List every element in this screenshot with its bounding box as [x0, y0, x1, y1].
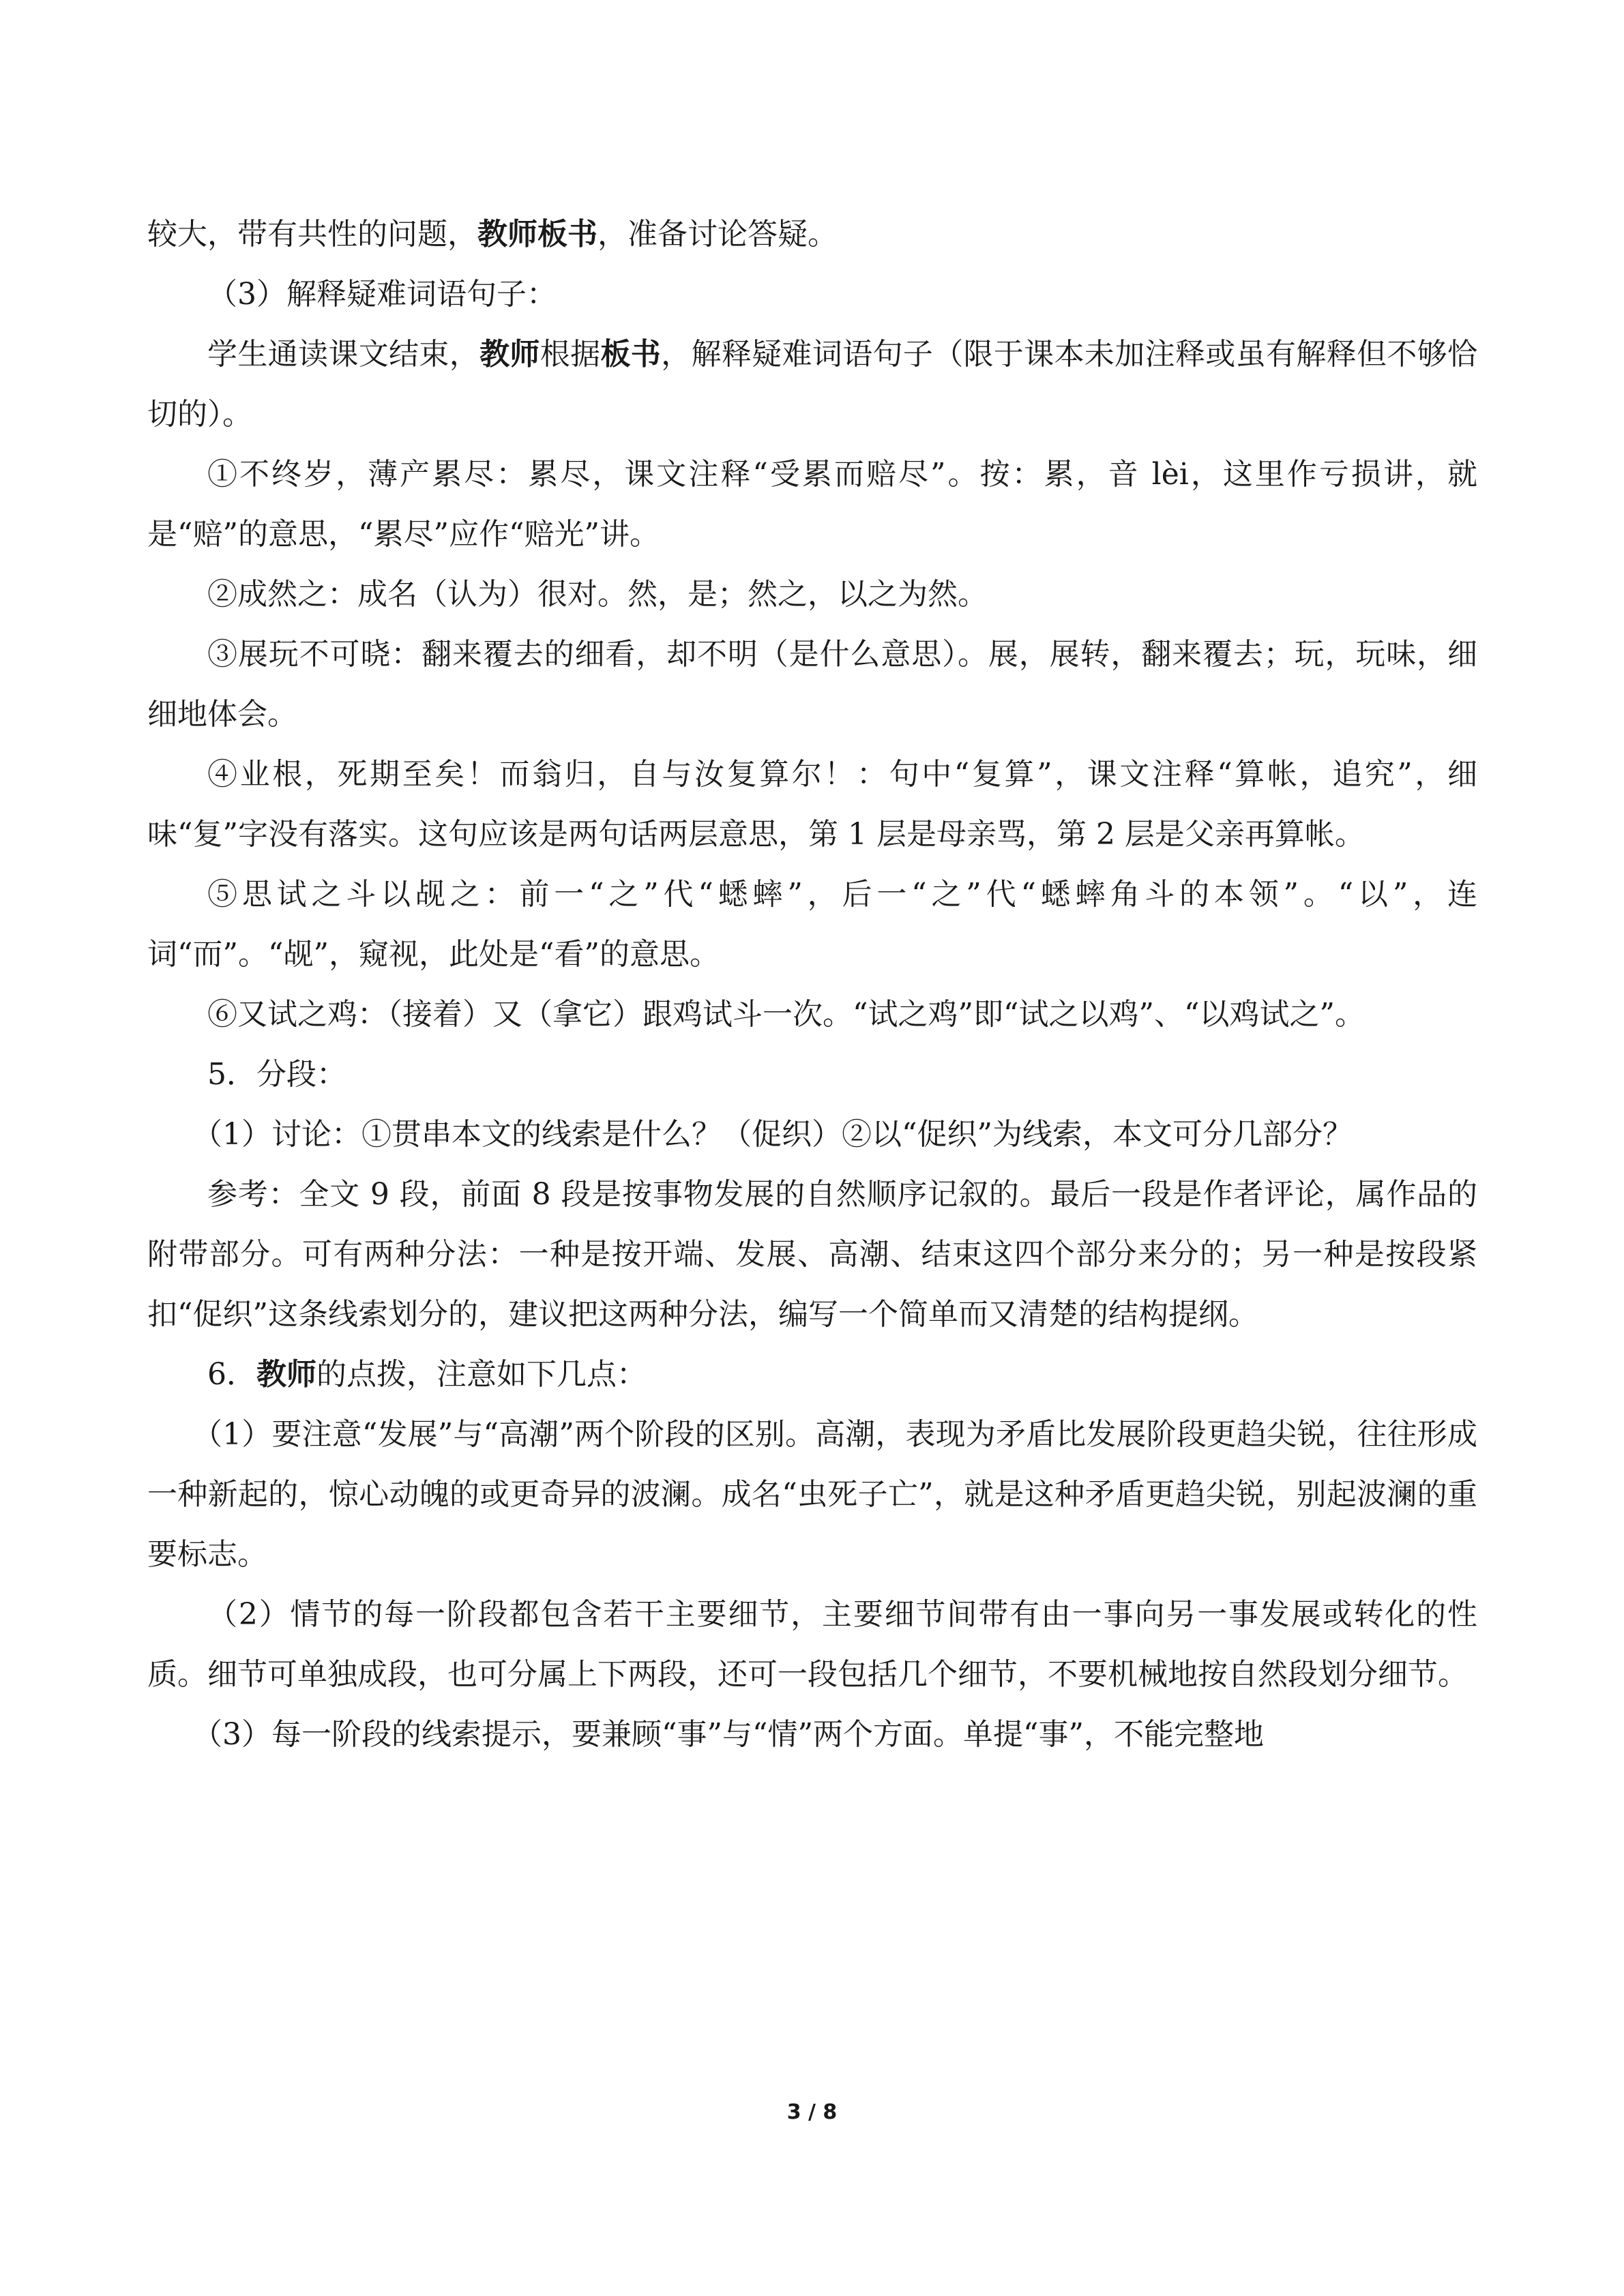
- text-run: 的点拨，注意如下几点：: [316, 1357, 647, 1392]
- text-run: 6．: [207, 1357, 256, 1392]
- text-run: 根据: [540, 337, 601, 372]
- text-run: 5．分段：: [207, 1057, 346, 1092]
- text-run: （1）讨论：①贯串本文的线索是什么？（促织）②以“促织”为线索，本文可分几部分？: [192, 1117, 1353, 1152]
- paragraph: [147, 1705, 1477, 1765]
- paragraph: [147, 445, 1477, 565]
- text-run: 较大，带有共性的问题，: [147, 217, 477, 252]
- body-text: [147, 205, 1477, 1765]
- text-run: ，准备讨论答疑。: [597, 217, 838, 252]
- bold-text: 教师板书: [477, 217, 597, 252]
- paragraph: [147, 625, 1477, 745]
- paragraph: [147, 1585, 1477, 1705]
- bold-text: 教师: [479, 337, 540, 372]
- paragraph: [147, 865, 1477, 985]
- paragraph: [147, 745, 1477, 865]
- text-run: ，解释疑难词语句子（限于课本未加注释或虽有解释但不够恰切的）。: [147, 337, 1478, 432]
- text-run: ④业根，死期至矣！而翁归，自与汝复算尔！：句中“复算”，课文注释“算帐，追究”，细味“复”字没有落实。这句应该是两句话两层意思，第 1 层是母亲骂，第 2 层是父亲再算帐。: [147, 757, 1477, 852]
- bold-text: 教师: [256, 1357, 316, 1392]
- text-run: （2）情节的每一阶段都包含若干主要细节，主要细节间带有由一事向另一事发展或转化的性质。细节可单独成段，也可分属上下两段，还可一段包括几个细节，不要机械地按自然段划分细节。: [147, 1597, 1477, 1692]
- text-run: （3）每一阶段的线索提示，要兼顾“事”与“情”两个方面。单提“事”，不能完整地: [192, 1717, 1264, 1752]
- text-run: ⑥又试之鸡：（接着）又（拿它）跟鸡试斗一次。“试之鸡”即“试之以鸡”、“以鸡试之”。: [207, 997, 1365, 1032]
- paragraph: [147, 565, 1477, 625]
- paragraph: [147, 1405, 1477, 1585]
- paragraph: [147, 985, 1477, 1045]
- paragraph: [147, 325, 1477, 445]
- text-run: ⑤思试之斗以觇之：前一“之”代“蟋蟀”，后一“之”代“蟋蟀角斗的本领”。“以”，连词“而”。“觇”，窥视，此处是“看”的意思。: [147, 877, 1477, 972]
- paragraph: [147, 205, 1477, 265]
- paragraph: [147, 1105, 1477, 1165]
- page-number: 3 / 8: [786, 2100, 838, 2124]
- text-run: ③展玩不可晓：翻来覆去的细看，却不明（是什么意思）。展，展转，翻来覆去；玩，玩味，细细地体会。: [147, 637, 1477, 732]
- text-run: ②成然之：成名（认为）很对。然，是；然之，以之为然。: [207, 577, 988, 612]
- text-run: 学生通读课文结束，: [207, 337, 480, 372]
- paragraph: [147, 1165, 1477, 1345]
- paragraph: [147, 265, 1477, 325]
- paragraph: [147, 1345, 1477, 1405]
- text-run: 参考：全文 9 段，前面 8 段是按事物发展的自然顺序记叙的。最后一段是作者评论，属作品的附带部分。可有两种分法：一种是按开端、发展、高潮、结束这四个部分来分的；另一种是按段紧扣“促织”这条线索划分的，建议把这两种分法，编写一个简单而又清楚的结构提纲。: [147, 1177, 1477, 1332]
- text-run: （3）解释疑难词语句子：: [207, 277, 557, 312]
- paragraph: [147, 1045, 1477, 1105]
- bold-text: 板书: [600, 337, 662, 372]
- text-run: ①不终岁，薄产累尽：累尽，课文注释“受累而赔尽”。按：累，音 lèi，这里作亏损讲，就是“赔”的意思，“累尽”应作“赔光”讲。: [147, 457, 1477, 552]
- text-run: （1）要注意“发展”与“高潮”两个阶段的区别。高潮，表现为矛盾比发展阶段更趋尖锐，往往形成一种新起的，惊心动魄的或更奇异的波澜。成名“虫死子亡”，就是这种矛盾更趋尖锐，别起波澜的重要标志。: [147, 1417, 1477, 1572]
